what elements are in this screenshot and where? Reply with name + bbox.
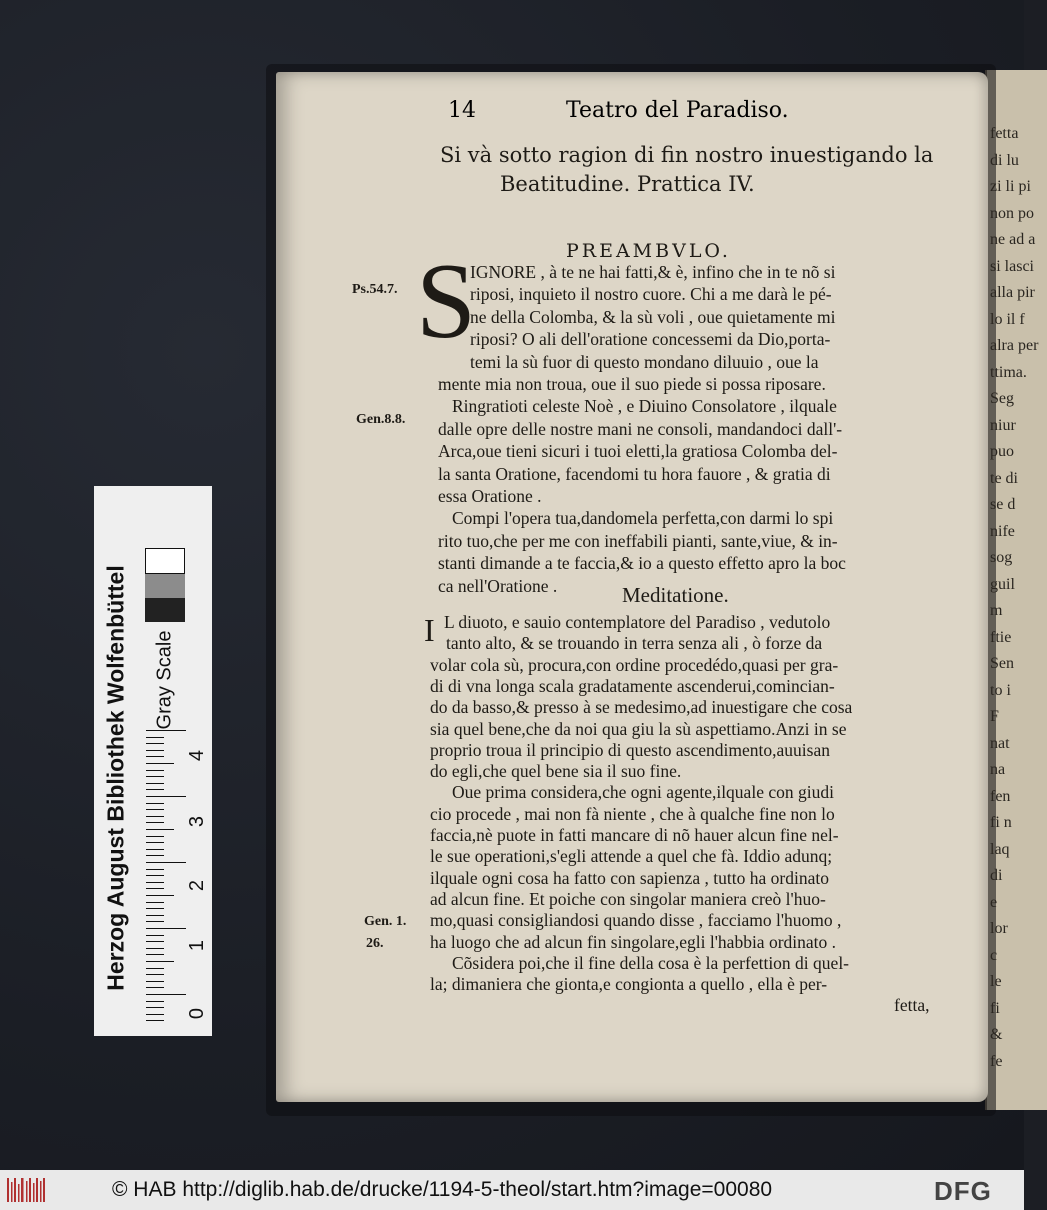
- text-line: di di vna longa scala gradatamente ascenderui,comincian-: [430, 675, 835, 696]
- ruler-tick: [146, 862, 186, 863]
- facing-page-fragment: te di: [990, 469, 1018, 487]
- text-line: faccia,nè puote in fatti mancare di nõ hauer alcun fine nel-: [430, 825, 839, 845]
- facing-page-fragment: nat: [990, 734, 1010, 752]
- text-line: ilquale ogni cosa ha fatto con sapienza , tutto ha ordinato: [430, 867, 829, 888]
- text-line: stanti dimande a te faccia,& io a questo effetto apro la boc: [438, 553, 846, 574]
- ruler-number: 3: [186, 815, 209, 828]
- ruler-tick: [146, 915, 164, 916]
- text-line: la; dimaniera che gionta,e congionta a quello , ella è per-: [430, 974, 828, 995]
- ruler-number: 2: [186, 879, 209, 892]
- ruler-tick: [146, 968, 164, 969]
- ruler-tick: [146, 981, 164, 982]
- facing-page-fragment: niur: [990, 416, 1016, 434]
- ruler-tick: [146, 921, 164, 922]
- gray-scale-patches: [145, 548, 185, 622]
- facing-page-fragment: c: [990, 946, 998, 964]
- ruler-tick: [146, 796, 186, 797]
- page-number: 14: [448, 98, 476, 123]
- text-line: fetta,: [894, 995, 930, 1016]
- text-line: la santa Oratione, facendomi tu hora fauore , & gratia di: [438, 463, 831, 484]
- chapter-heading-line2: Beatitudine. Prattica IV.: [500, 172, 755, 196]
- gray-scale-text: Gray Scale: [153, 630, 176, 730]
- section-heading-meditatione: Meditatione.: [622, 583, 729, 607]
- ruler-tick: [146, 908, 164, 909]
- ruler-tick: [146, 882, 164, 883]
- ruler-tick: [146, 895, 174, 896]
- text-line: Oue prima considera,che ogni agente,ilquale con giudi: [452, 782, 834, 803]
- facing-page-fragment: nife: [990, 522, 1015, 540]
- ruler-tick: [146, 987, 164, 988]
- gray-patch-white: [145, 548, 185, 574]
- dfg-logo: DFG: [934, 1176, 992, 1206]
- section-heading-preambulo: PREAMBVLO.: [566, 240, 731, 262]
- ruler-tick: [146, 994, 186, 995]
- text-line: cio procede , mai non fà niente , che à qualche fine non lo: [430, 803, 835, 824]
- meditatione-initial: I: [424, 612, 435, 648]
- facing-page-fragment: ftie: [990, 628, 1012, 646]
- facing-page-fragment: ne ad a: [990, 231, 1036, 248]
- text-line: proprio troua il principio di questo ascendimento,auuisan: [430, 739, 830, 760]
- facing-page-fragment: to i: [990, 681, 1011, 699]
- ruler-tick: [146, 783, 164, 784]
- facing-page-fragment: Seg: [990, 390, 1014, 407]
- text-line: tanto alto, & se trouando in terra senza ali , ò forze da: [446, 633, 823, 654]
- ruler-tick: [146, 954, 164, 955]
- ruler-number: 1: [186, 939, 209, 952]
- drop-cap: S: [416, 242, 477, 361]
- text-line: mente mia non troua, oue il suo piede si possa riposare.: [438, 374, 826, 394]
- ruler-tick: [146, 875, 164, 876]
- ruler-tick: [146, 842, 164, 843]
- text-line: rito tuo,che per me con ineffabili pianti, sante,viue, & in-: [438, 530, 838, 551]
- ruler-tick: [146, 1001, 164, 1002]
- ruler-tick: [146, 743, 164, 744]
- facing-page-fragment: na: [990, 761, 1006, 778]
- margin-note: Gen. 1.: [364, 914, 407, 929]
- facing-page-fragment: ttima.: [990, 363, 1027, 381]
- text-line: L diuoto, e sauio contemplatore del Paradiso , vedutolo: [444, 612, 831, 632]
- facing-page-fragment: non po: [990, 204, 1034, 222]
- text-line: Cõsidera poi,che il fine della cosa è la perfettion di quel-: [452, 952, 850, 973]
- ruler-tick: [146, 855, 164, 856]
- copyright-link[interactable]: © HAB http://diglib.hab.de/drucke/1194-5-theol/start.htm?image=00080: [112, 1178, 773, 1201]
- ruler-tick: [146, 809, 164, 810]
- text-line: mo,quasi consigliandosi quando disse , facciamo l'huomo ,: [430, 910, 842, 931]
- ruler-library-label: [92, 518, 138, 1038]
- ruler-tick: [146, 836, 164, 837]
- facing-page-fragment: fen: [990, 787, 1011, 805]
- ruler-tick: [146, 935, 164, 936]
- facing-page-fragment: fi n: [990, 814, 1012, 831]
- barcode-icon: [6, 1176, 46, 1204]
- facing-page-fragment: e: [990, 893, 998, 911]
- ruler-tick: [146, 822, 164, 823]
- gray-patch-black: [145, 598, 185, 622]
- text-line: le sue operationi,s'egli attende a quel che fà. Iddio adunq;: [430, 846, 833, 867]
- facing-page-fragment: F: [990, 708, 999, 725]
- facing-page-fragment: m: [990, 602, 1003, 619]
- ruler-tick: [146, 1014, 164, 1015]
- facing-page-fragment: &: [990, 1026, 1003, 1043]
- facing-page-fragment: fe: [990, 1052, 1003, 1070]
- text-line: temi la sù fuor di questo mondano diluuio , oue la: [470, 351, 819, 372]
- text-line: ne della Colomba, & la sù voli , oue quietamente mi: [470, 306, 836, 327]
- ruler-tick: [146, 789, 164, 790]
- ruler-tick: [146, 902, 164, 903]
- margin-note: 26.: [366, 936, 384, 951]
- facing-page-fragment: lo il f: [990, 310, 1025, 328]
- text-line: ha luogo che ad alcun fin singolare,egli l'habbia ordinato .: [430, 931, 837, 952]
- ruler-tick: [146, 849, 164, 850]
- margin-note: Ps.54.7.: [352, 282, 398, 297]
- text-line: ca nell'Oratione .: [438, 575, 558, 596]
- library-name: Herzog August Bibliothek Wolfenbüttel: [102, 565, 129, 991]
- facing-page-fragment: Sen: [990, 655, 1014, 672]
- ruler-tick: [146, 816, 164, 817]
- text-line: sia quel bene,che da noi qua giu la sù aspettiamo.Anzi in se: [430, 718, 847, 739]
- ruler-tick: [146, 974, 164, 975]
- text-line: riposi? O ali dell'oratione concessemi da Dio,porta-: [470, 329, 831, 350]
- facing-page-fragment: puo: [990, 443, 1014, 460]
- margin-note: Gen.8.8.: [356, 412, 406, 427]
- ruler-tick: [146, 1007, 164, 1008]
- text-line: do egli,che quel bene sia il suo fine.: [430, 761, 682, 782]
- ruler-tick: [146, 737, 164, 738]
- facing-page-fragment: alra per: [990, 337, 1039, 354]
- text-line: Ringratioti celeste Noè , e Diuino Consolatore , ilquale: [452, 396, 837, 417]
- text-line: riposi, inquieto il nostro cuore. Chi a me darà le pé-: [470, 284, 832, 305]
- ruler-tick: [146, 961, 174, 962]
- facing-page-fragment: sog: [990, 549, 1013, 566]
- text-line: Arca,oue tieni sicuri i tuoi eletti,la gratiosa Colomba del-: [438, 441, 838, 462]
- text-line: dalle opre delle nostre mani ne consoli, mandandoci dall'-: [438, 418, 843, 439]
- facing-page-fragment: le: [990, 973, 1002, 990]
- facing-page-fragment: di lu: [990, 151, 1019, 169]
- facing-page-fragment: se d: [990, 496, 1016, 513]
- ruler-tick: [146, 770, 164, 771]
- ruler-tick: [146, 763, 174, 764]
- ruler-tick: [146, 928, 186, 929]
- facing-page-fragment: fi: [990, 999, 1000, 1017]
- text-line: essa Oratione .: [438, 486, 542, 506]
- text-line: ad alcun fine. Et poiche con singolar maniera creò l'huo-: [430, 888, 826, 909]
- running-title: Teatro del Paradiso.: [566, 98, 789, 123]
- text-line: Compi l'opera tua,dandomela perfetta,con darmi lo spi: [452, 508, 834, 529]
- ruler-number: 4: [186, 749, 209, 762]
- facing-page-fragment: lor: [990, 920, 1008, 937]
- facing-page-fragment: di: [990, 867, 1003, 884]
- facing-page-fragment: si lasci: [990, 257, 1034, 275]
- facing-page-fragment: fetta: [990, 125, 1019, 142]
- ruler-tick: [146, 750, 164, 751]
- text-line: volar cola sù, procura,con ordine procedédo,quasi per gra-: [430, 654, 839, 675]
- ruler-tick: [146, 829, 174, 830]
- facing-page-fragment: zi li pi: [990, 178, 1031, 195]
- ruler-tick: [146, 776, 164, 777]
- ruler-tick: [146, 1020, 164, 1021]
- ruler-tick: [146, 803, 164, 804]
- ruler-tick: [146, 730, 186, 731]
- ruler-tick: [146, 948, 164, 949]
- ruler-tick: [146, 869, 164, 870]
- chapter-heading-line1: Si và sotto ragion di fin nostro inuestigando la: [440, 143, 934, 167]
- facing-page-fragment: alla pir: [990, 284, 1035, 301]
- gray-patch-mid: [145, 574, 185, 598]
- facing-page-fragment: laq: [990, 840, 1010, 858]
- gray-scale-label: [148, 630, 182, 730]
- facing-page-fragment: guil: [990, 575, 1015, 593]
- ruler-tick: [146, 888, 164, 889]
- text-line: IGNORE , à te ne hai fatti,& è, infino che in te nõ si: [470, 262, 836, 282]
- ruler-ticks: [146, 730, 186, 1020]
- ruler-tick: [146, 756, 164, 757]
- ruler-number: 0: [186, 1007, 209, 1020]
- ruler-tick: [146, 941, 164, 942]
- text-line: do da basso,& presso à se medesimo,ad inuestigare che cosa: [430, 697, 853, 718]
